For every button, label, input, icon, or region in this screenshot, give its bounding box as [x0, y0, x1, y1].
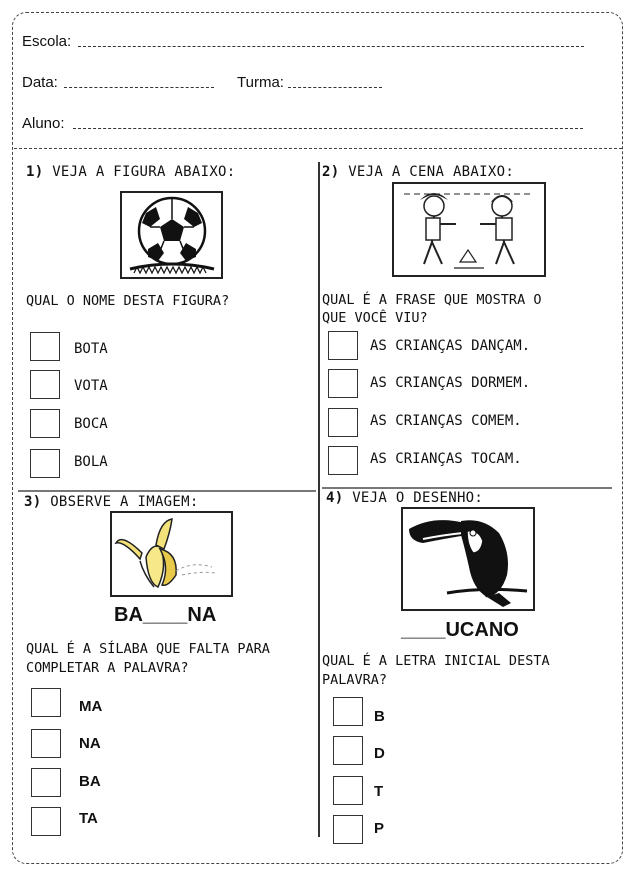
class-input-line[interactable]: [288, 87, 382, 88]
q1-checkbox-4[interactable]: [30, 449, 60, 478]
q4-number: 4): [326, 490, 344, 506]
q1-option-3: BOCA: [74, 416, 108, 432]
toucan-icon: [403, 509, 533, 609]
q4-checkbox-3[interactable]: [333, 776, 363, 805]
class-label: Turma:: [237, 74, 284, 91]
q4-word: ____UCANO: [401, 619, 519, 641]
q1-checkbox-3[interactable]: [30, 409, 60, 438]
q1-option-1: BOTA: [74, 341, 108, 357]
q4-option-1: B: [374, 708, 385, 725]
q2-option-1: AS CRIANÇAS DANÇAM.: [370, 338, 531, 354]
children-dancing-icon: [394, 184, 544, 275]
q3-option-2: NA: [79, 735, 101, 752]
q2-image: [392, 182, 546, 277]
q4-title: [326, 490, 483, 506]
q1-prompt: QUAL O NOME DESTA FIGURA?: [26, 293, 230, 309]
header-divider: [14, 148, 622, 149]
q1-image: [120, 191, 223, 279]
q3-prompt-line2: COMPLETAR A PALAVRA?: [26, 660, 189, 676]
q2-prompt-line1: QUAL É A FRASE QUE MOSTRA O: [322, 292, 542, 308]
q2-checkbox-4[interactable]: [328, 446, 358, 475]
q1-option-4: BOLA: [74, 454, 108, 470]
q3-checkbox-1[interactable]: [31, 688, 61, 717]
q2-option-4: AS CRIANÇAS TOCAM.: [370, 451, 522, 467]
q4-checkbox-1[interactable]: [333, 697, 363, 726]
soccer-ball-icon: [122, 193, 221, 277]
q4-prompt-line2: PALAVRA?: [322, 672, 388, 688]
column-divider: [318, 162, 320, 837]
q2-checkbox-1[interactable]: [328, 331, 358, 360]
q4-image: [401, 507, 535, 611]
q2-prompt-line2: QUE VOCÊ VIU?: [322, 310, 428, 326]
q2-number: 2): [322, 164, 340, 180]
q3-title-text: OBSERVE A IMAGEM:: [50, 494, 199, 510]
q4-option-4: P: [374, 820, 385, 837]
q3-option-3: BA: [79, 773, 101, 790]
q3-image: [110, 511, 233, 597]
q2-option-3: AS CRIANÇAS COMEM.: [370, 413, 522, 429]
q1-checkbox-1[interactable]: [30, 332, 60, 361]
q1-title: [26, 164, 236, 180]
q3-option-1: MA: [79, 698, 103, 715]
student-input-line[interactable]: [73, 128, 583, 129]
q2-title: [322, 164, 514, 180]
q2-title-text: VEJA A CENA ABAIXO:: [348, 164, 515, 180]
q2-checkbox-2[interactable]: [328, 369, 358, 398]
q3-checkbox-3[interactable]: [31, 768, 61, 797]
q1-title-text: VEJA A FIGURA ABAIXO:: [52, 164, 236, 180]
q1-option-2: VOTA: [74, 378, 108, 394]
q3-title: [24, 494, 199, 510]
date-label: Data:: [22, 74, 58, 91]
q3-option-4: TA: [79, 810, 98, 827]
q4-title-text: VEJA O DESENHO:: [352, 490, 484, 506]
q4-option-3: T: [374, 783, 384, 800]
date-input-line[interactable]: [64, 87, 214, 88]
q4-option-2: D: [374, 745, 385, 762]
q2-checkbox-3[interactable]: [328, 408, 358, 437]
q3-number: 3): [24, 494, 42, 510]
q3-prompt-line1: QUAL É A SÍLABA QUE FALTA PARA: [26, 641, 270, 657]
row-divider-left: [18, 490, 316, 492]
q3-word: BA____NA: [114, 604, 217, 626]
q4-checkbox-2[interactable]: [333, 736, 363, 765]
student-label: Aluno:: [22, 115, 65, 132]
school-input-line[interactable]: [78, 46, 584, 47]
q3-checkbox-2[interactable]: [31, 729, 61, 758]
school-label: Escola:: [22, 33, 72, 50]
q4-prompt-line1: QUAL É A LETRA INICIAL DESTA: [322, 653, 550, 669]
banana-icon: [112, 513, 231, 595]
q2-option-2: AS CRIANÇAS DORMEM.: [370, 375, 531, 391]
q1-checkbox-2[interactable]: [30, 370, 60, 399]
q1-number: 1): [26, 164, 44, 180]
q3-checkbox-4[interactable]: [31, 807, 61, 836]
row-divider-right: [322, 487, 612, 489]
q4-checkbox-4[interactable]: [333, 815, 363, 844]
